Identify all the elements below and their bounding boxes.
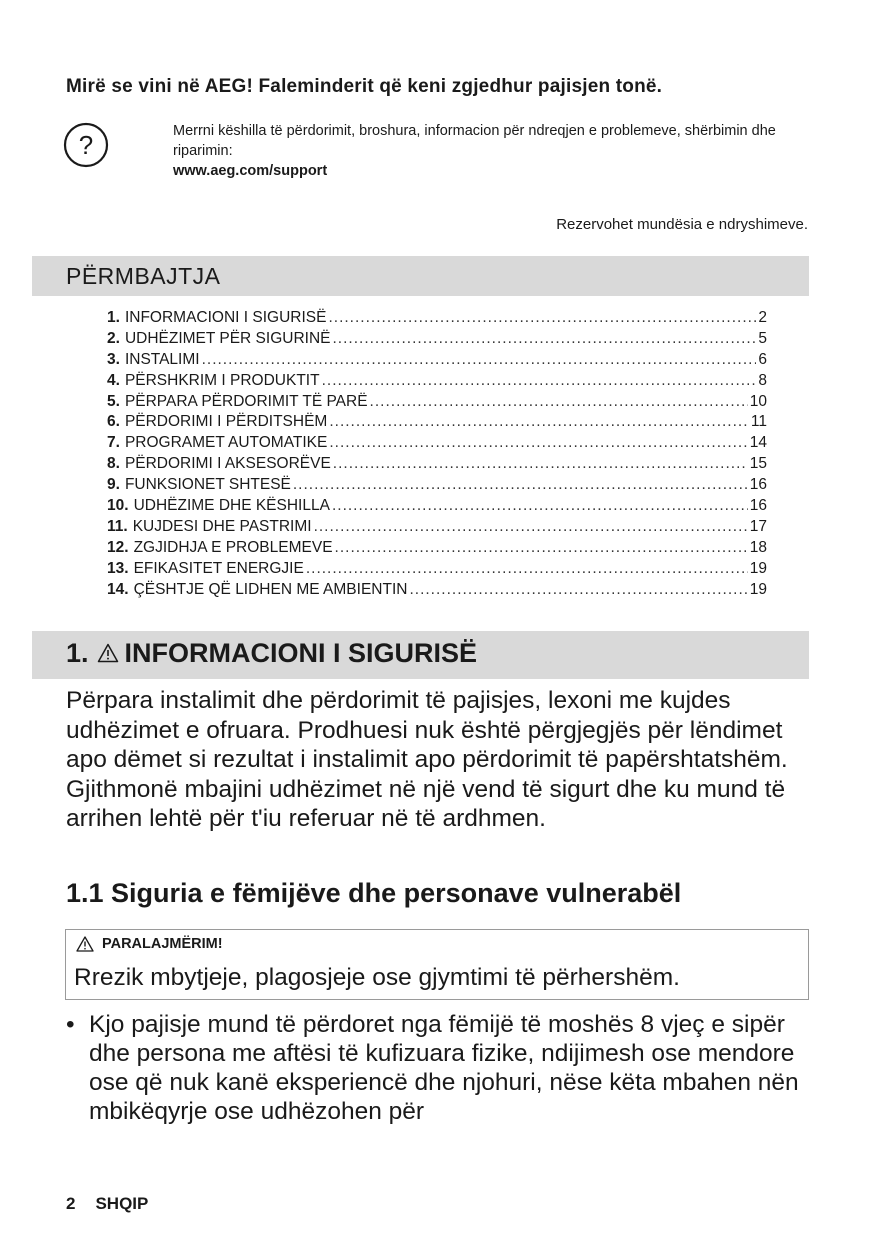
welcome-heading: Mirë se vini në AEG! Faleminderit që keni zgjedhur pajisjen tonë.	[66, 76, 663, 97]
toc-item: 13. EFIKASITET ENERGJIE ..... 19	[107, 559, 767, 580]
question-circle-icon	[63, 122, 109, 168]
language-label: SHQIP	[95, 1194, 149, 1213]
toc-page: 17	[749, 517, 767, 535]
toc-label: PËRDORIMI I AKSESORËVE	[124, 455, 331, 473]
toc-page: 18	[749, 538, 767, 556]
toc-item: 8. PËRDORIMI I AKSESORËVE ..... 15	[107, 454, 767, 475]
toc-page: 16	[749, 497, 767, 515]
toc-item: 12. ZGJIDHJA E PROBLEMEVE ..... 18	[107, 538, 767, 559]
page-footer	[66, 1194, 148, 1214]
toc-page: 10	[749, 392, 767, 410]
toc-page: 5	[758, 329, 767, 347]
toc-label: EFIKASITET ENERGJIE	[133, 559, 304, 577]
support-description: Merrni këshilla të përdorimit, broshura, informacion për ndreqjen e problemeve, shërbimin dhe riparimin:	[173, 123, 776, 159]
section-number: 1.	[66, 638, 89, 668]
toc-item: 2. UDHËZIMET PËR SIGURINË ..... 5	[107, 329, 767, 350]
svg-text:?: ?	[78, 130, 94, 160]
toc-page: 14	[749, 434, 767, 452]
toc-item: 3. INSTALIMI ..... 6	[107, 350, 767, 371]
toc-label: KUJDESI DHE PASTRIMI	[132, 517, 312, 535]
toc-item: 1. INFORMACIONI I SIGURISË ..... 2	[107, 308, 767, 329]
toc-title: PËRMBAJTJA	[66, 263, 221, 289]
toc-label: PËRPARA PËRDORIMIT TË PARË	[124, 392, 368, 410]
list-item: Kjo pajisje mund të përdoret nga fëmijë të moshës 8 vjeç e sipër dhe persona me aftësi të kufizuara fizike, ndijimesh ose mendore ose që nuk kanë eksperiencë dhe njohuri, nëse këta mbahen nën mbikëqyrje ose udhëzohen për	[89, 1011, 799, 1125]
toc-label: PËRDORIMI I PËRDITSHËM	[124, 413, 328, 431]
support-info	[173, 121, 793, 181]
warning-triangle-icon	[97, 643, 119, 663]
warning-label: PARALAJMËRIM!	[102, 936, 223, 952]
page-number: 2	[66, 1194, 76, 1213]
toc-label: INSTALIMI	[124, 350, 200, 368]
toc-label: ÇËSHTJE QË LIDHEN ME AMBIENTIN	[133, 580, 408, 598]
table-of-contents	[107, 308, 767, 600]
toc-item: 7. PROGRAMET AUTOMATIKE ..... 14	[107, 433, 767, 454]
section-title	[66, 638, 477, 669]
toc-label: FUNKSIONET SHTESË	[124, 476, 291, 494]
warning-text: Rrezik mbytjeje, plagosjeje ose gjymtimi të përhershëm.	[74, 964, 680, 991]
toc-label: UDHËZIMET PËR SIGURINË	[124, 329, 331, 347]
support-url: www.aeg.com/support	[173, 163, 328, 179]
toc-page: 19	[749, 580, 767, 598]
toc-item: 4. PËRSHKRIM I PRODUKTIT ..... 8	[107, 371, 767, 392]
toc-page: 19	[749, 559, 767, 577]
warning-triangle-icon	[76, 936, 94, 952]
toc-page: 2	[758, 309, 767, 326]
subsection-title: 1.1 Siguria e fëmijëve dhe personave vulnerabël	[66, 878, 682, 908]
bullet-dot: •	[66, 1011, 75, 1038]
toc-item: 10. UDHËZIME DHE KËSHILLA ..... 16	[107, 496, 767, 517]
intro-paragraph: Përpara instalimit dhe përdorimit të pajisjes, lexoni me kujdes udhëzimet e ofruara. Prodhuesi nuk është përgjegjës për lëndimet apo dëmet si rezultat i instalimit apo përdorimit të papërshtatshëm. Gjithmonë mbajini udhëzimet në një vend të sigurt dhe ku mund të arrihen lehtë për t'iu referuar në të ardhmen.	[66, 687, 788, 832]
toc-item: 6. PËRDORIMI I PËRDITSHËM ..... 11	[107, 412, 767, 433]
toc-label: ZGJIDHJA E PROBLEMEVE	[133, 538, 333, 556]
toc-page: 15	[749, 455, 767, 473]
toc-page: 11	[750, 413, 767, 431]
section-title-text: INFORMACIONI I SIGURISË	[124, 638, 478, 668]
warning-header	[76, 936, 223, 952]
rights-notice: Rezervohet mundësia e ndryshimeve.	[556, 216, 808, 233]
toc-item: 11. KUJDESI DHE PASTRIMI ..... 17	[107, 517, 767, 538]
toc-item: 9. FUNKSIONET SHTESË ..... 16	[107, 475, 767, 496]
toc-item: 14. ÇËSHTJE QË LIDHEN ME AMBIENTIN ..... 19	[107, 580, 767, 601]
toc-page: 6	[758, 350, 767, 368]
toc-label: PROGRAMET AUTOMATIKE	[124, 434, 328, 452]
toc-page: 8	[758, 371, 767, 389]
toc-item: 5. PËRPARA PËRDORIMIT TË PARË ..... 10	[107, 392, 767, 413]
toc-label: INFORMACIONI I SIGURISË	[124, 309, 327, 326]
toc-page: 16	[749, 476, 767, 494]
toc-label: PËRSHKRIM I PRODUKTIT	[124, 371, 320, 389]
toc-label: UDHËZIME DHE KËSHILLA	[133, 497, 330, 515]
bullet-list	[66, 1010, 826, 1126]
